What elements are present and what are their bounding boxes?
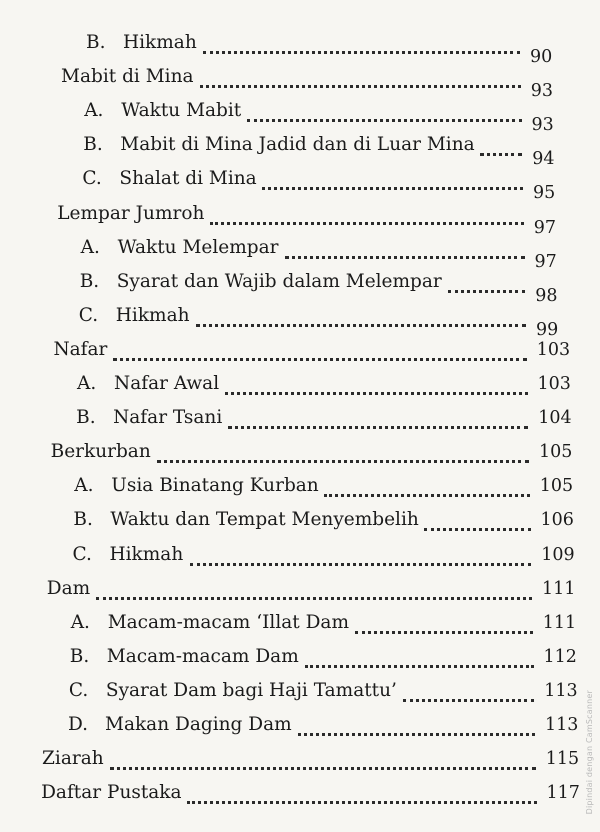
dot-leader xyxy=(187,797,537,804)
entry-letter: C. xyxy=(68,679,89,701)
entry-title: Syarat dan Wajib dalam Melempar xyxy=(117,267,446,297)
entry-title: Macam-macam ‘Illat Dam xyxy=(108,608,353,638)
entry-title: Hikmah xyxy=(110,540,188,570)
entry-page-number: 103 xyxy=(536,339,571,360)
entry-letter: B. xyxy=(79,270,100,292)
entry-page-number: 105 xyxy=(539,442,573,463)
toc-entry xyxy=(0,199,600,238)
entry-title: Makan Daging Dam xyxy=(105,710,296,740)
dot-leader xyxy=(247,115,522,122)
toc-entry xyxy=(0,574,600,604)
entry-letter: C. xyxy=(82,168,102,190)
dot-leader xyxy=(305,661,534,668)
entry-letter: B. xyxy=(73,509,93,531)
entry-page-number: 105 xyxy=(539,476,574,497)
entry-title: Hikmah xyxy=(116,301,194,331)
entry-page-number: 97 xyxy=(533,217,557,238)
dot-leader xyxy=(298,729,535,736)
entry-page-number: 117 xyxy=(546,783,580,804)
entry-letter: A. xyxy=(74,475,94,497)
dot-leader xyxy=(324,490,530,497)
dot-leader xyxy=(196,320,526,327)
entry-title: Shalat di Mina xyxy=(119,164,260,194)
toc-entry xyxy=(0,710,600,740)
dot-leader xyxy=(200,81,521,88)
entry-page-number: 94 xyxy=(532,149,555,170)
dot-leader xyxy=(203,47,520,54)
entry-page-number: 93 xyxy=(531,115,554,136)
toc-entry xyxy=(0,96,600,136)
dot-leader xyxy=(448,286,525,293)
entry-title: Nafar Tsani xyxy=(113,403,226,433)
toc-entry xyxy=(0,608,600,638)
entry-letter: A. xyxy=(80,236,100,258)
entry-page-number: 99 xyxy=(536,319,559,340)
entry-page-number: 109 xyxy=(541,544,575,565)
entry-title: Macam-macam Dam xyxy=(107,642,303,672)
dot-leader xyxy=(228,422,528,429)
toc-entry xyxy=(0,164,600,204)
toc-entry xyxy=(0,403,600,433)
entry-page-number: 115 xyxy=(545,749,580,770)
dot-leader xyxy=(190,559,531,566)
dot-leader xyxy=(225,388,528,395)
toc-entry xyxy=(0,642,600,672)
entry-page-number: 113 xyxy=(545,715,579,735)
toc-entry xyxy=(0,335,600,365)
toc-entry xyxy=(0,233,600,272)
entry-letter: B. xyxy=(69,645,90,667)
entry-letter: C. xyxy=(78,304,99,326)
toc-entry xyxy=(0,676,600,706)
entry-letter: B. xyxy=(86,32,106,53)
entry-title: Usia Binatang Kurban xyxy=(111,471,322,501)
dot-leader xyxy=(424,524,531,531)
entry-letter: B. xyxy=(76,407,96,429)
dot-leader xyxy=(113,354,527,361)
entry-page-number: 111 xyxy=(542,578,576,599)
entry-title: Nafar xyxy=(53,335,111,365)
toc-entry xyxy=(0,62,600,102)
toc-entry xyxy=(0,744,600,774)
toc-entry xyxy=(0,267,600,306)
entry-title: Mabit di Mina xyxy=(61,62,198,92)
toc-entry xyxy=(0,130,600,170)
dot-leader xyxy=(480,149,522,156)
entry-page-number: 103 xyxy=(537,374,571,394)
entry-title: Nafar Awal xyxy=(114,369,223,399)
entry-letter: A. xyxy=(77,373,97,394)
toc-entry xyxy=(0,505,600,535)
entry-title: Waktu Mabit xyxy=(121,96,245,126)
entry-page-number: 93 xyxy=(530,81,554,102)
toc-entry xyxy=(0,437,600,467)
dot-leader xyxy=(262,183,523,190)
dot-leader xyxy=(96,593,532,600)
entry-title: Dam xyxy=(47,574,94,604)
entry-letter: A. xyxy=(70,611,90,633)
entry-title: Berkurban xyxy=(51,437,155,467)
toc-entry xyxy=(0,369,600,399)
entry-letter: C. xyxy=(72,543,92,565)
dot-leader xyxy=(157,456,529,463)
toc-entry xyxy=(0,28,600,67)
entry-title: Syarat Dam bagi Haji Tamattu’ xyxy=(106,676,401,706)
dot-leader xyxy=(210,218,524,225)
entry-title: Waktu Melempar xyxy=(118,233,283,263)
toc-entry xyxy=(0,778,600,808)
entry-page-number: 106 xyxy=(540,510,574,531)
entry-title: Waktu dan Tempat Menyembelih xyxy=(110,505,422,535)
entry-title: Hikmah xyxy=(123,28,201,58)
entry-title: Daftar Pustaka xyxy=(41,778,185,808)
entry-letter: B. xyxy=(83,134,103,156)
entry-page-number: 97 xyxy=(534,251,557,272)
entry-letter: D. xyxy=(68,714,89,735)
entry-page-number: 113 xyxy=(544,680,578,701)
dot-leader xyxy=(285,252,525,259)
entry-page-number: 98 xyxy=(535,285,558,306)
dot-leader xyxy=(355,627,533,634)
dot-leader xyxy=(403,695,534,702)
toc-entry xyxy=(0,301,600,340)
scanner-watermark: Dipindai dengan CamScanner xyxy=(585,690,594,815)
entry-page-number: 95 xyxy=(533,183,556,204)
entry-title: Lempar Jumroh xyxy=(57,199,208,229)
entry-page-number: 112 xyxy=(543,646,577,667)
entry-page-number: 104 xyxy=(538,408,572,429)
toc-entry xyxy=(0,540,600,570)
entry-title: Ziarah xyxy=(42,744,108,774)
toc-entry xyxy=(0,471,600,501)
entry-title: Mabit di Mina Jadid dan di Luar Mina xyxy=(120,130,478,160)
entry-page-number: 111 xyxy=(542,612,577,633)
dot-leader xyxy=(110,763,536,770)
entry-page-number: 90 xyxy=(530,47,553,67)
entry-letter: A. xyxy=(84,100,104,122)
